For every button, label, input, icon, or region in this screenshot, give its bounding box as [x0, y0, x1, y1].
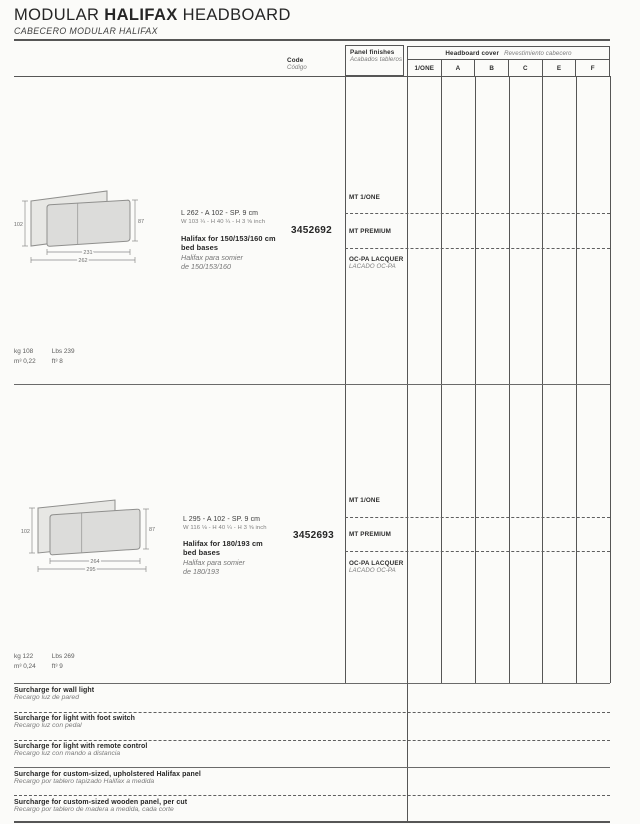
surcharge-wall-light-es: Recargo luz de pared — [14, 694, 79, 701]
bottom-divider — [14, 821, 610, 823]
product-1-name-en-2: bed bases — [181, 243, 219, 252]
product-2-name-es-2: de 180/193 — [183, 567, 219, 576]
surcharge-wooden-panel-es: Recargo por tablero de madera a medida, cada corte — [14, 806, 174, 813]
page-title-bold: HALIFAX — [104, 6, 178, 24]
surcharge-row-foot-switch — [14, 715, 135, 729]
surcharge-upholstered-panel-en: Surcharge for custom-sized, upholstered Halifax panel — [14, 771, 201, 778]
product-2-description — [183, 516, 267, 576]
grid-vline-col-a — [441, 76, 442, 683]
product-2-finish-divider-1 — [345, 517, 610, 518]
product-2-finish-mt-one: MT 1/ONE — [349, 497, 380, 504]
product-1-code: 3452692 — [291, 225, 333, 236]
cover-column-f: F — [575, 60, 609, 76]
cover-column-e: E — [542, 60, 576, 76]
product-2-finish-lacquer — [349, 560, 403, 574]
product-1-description — [181, 210, 276, 271]
section-divider-1 — [14, 384, 610, 385]
product-1-dim-height-right: 87 — [138, 219, 145, 225]
product-2-weights — [14, 653, 75, 670]
product-2-finish-mt-premium: MT PREMIUM — [349, 531, 392, 538]
product-2-dims-cm: L 295 - A 102 - SP. 9 cm — [183, 516, 261, 523]
page-title-pre: MODULAR — [14, 6, 100, 24]
product-2-weight-lbs: Lbs 269 — [51, 653, 75, 660]
product-1-weight-kg: kg 108 — [14, 348, 34, 355]
product-1-front-panel — [47, 200, 130, 246]
surcharge-section-divider — [14, 683, 610, 684]
cover-column-c: C — [508, 60, 542, 76]
product-2-finish-lacquer-es: LACADO OC-PA — [349, 567, 396, 574]
product-1-finish-lacquer-en: OC-PA LACQUER — [349, 256, 404, 263]
product-2-dim-height-left: 102 — [20, 529, 30, 535]
page-subtitle: CABECERO MODULAR HALIFAX — [14, 26, 158, 36]
code-label-en: Code — [287, 57, 304, 64]
headboard-cover-label-es: Revestimiento cabecero — [504, 49, 572, 57]
grid-vline-col-b — [475, 76, 476, 683]
product-2-dim-height-right: 87 — [149, 527, 156, 533]
product-1-finish-lacquer — [349, 256, 403, 270]
grid-vline-col-1one — [407, 76, 408, 683]
surcharge-wall-light-en: Surcharge for wall light — [14, 687, 95, 694]
product-1-finish-divider-1 — [345, 213, 610, 214]
product-1-finish-mt-one: MT 1/ONE — [349, 194, 380, 201]
cover-column-1one: 1/ONE — [414, 64, 435, 72]
product-1-dim-height-left: 102 — [13, 222, 23, 228]
product-1-finish-divider-2 — [345, 248, 610, 249]
product-2-weight-kg: kg 122 — [14, 653, 34, 660]
code-column-header — [287, 57, 307, 71]
product-2-front-panel — [50, 509, 140, 555]
grid-vline-finishes-left — [345, 76, 346, 683]
product-1-finish-lacquer-es: LACADO OC-PA — [349, 263, 396, 270]
product-2-name-en-1: Halifax for 180/193 cm — [183, 539, 263, 548]
headboard-cover-label-en: Headboard cover — [445, 49, 500, 57]
product-1-name-es-1: Halifax para somier — [181, 253, 243, 262]
cover-column-b: B — [474, 60, 508, 76]
panel-finishes-label-en: Panel finishes — [350, 49, 395, 56]
product-1-finish-mt-premium: MT PREMIUM — [349, 228, 392, 235]
product-2-diagram — [10, 490, 162, 580]
page-title-post: HEADBOARD — [182, 6, 291, 24]
surcharge-row-wall-light — [14, 687, 94, 701]
product-1-dims-cm: L 262 - A 102 - SP. 9 cm — [181, 210, 259, 217]
surcharge-wooden-panel-en: Surcharge for custom-sized wooden panel, per cut — [14, 799, 188, 806]
headboard-cover-title-row — [408, 47, 609, 60]
surcharge-upholstered-panel-es: Recargo por tablero tapizado Halifax a medida — [14, 778, 155, 785]
surcharge-row-remote-control — [14, 743, 147, 757]
grid-vline-col-c — [509, 76, 510, 683]
panel-finishes-label-es: Acabados tableros — [350, 56, 403, 63]
product-2-name-en-2: bed bases — [183, 548, 221, 557]
panel-finishes-header — [345, 45, 404, 76]
product-2-name-es-1: Halifax para somier — [183, 558, 245, 567]
product-2-dim-width-inner: 264 — [90, 559, 100, 565]
surcharge-vline — [407, 683, 408, 822]
surcharge-divider-4 — [14, 795, 610, 796]
surcharge-divider-2 — [14, 740, 610, 741]
cover-columns-row — [408, 60, 609, 76]
product-2-finish-lacquer-en: OC-PA LACQUER — [349, 560, 404, 567]
product-2-volume-ft3: ft³ 9 — [51, 663, 63, 670]
surcharge-foot-switch-es: Recargo luz con pedal — [14, 722, 82, 729]
product-1-volume-m3: m³ 0,22 — [14, 358, 36, 365]
product-1-name-es-2: de 150/153/160 — [181, 262, 231, 271]
surcharge-remote-control-es: Recargo luz con mando a distancia — [14, 750, 121, 757]
top-divider — [14, 39, 610, 41]
product-1-weight-lbs: Lbs 239 — [51, 348, 75, 355]
grid-vline-col-e — [542, 76, 543, 683]
page-title — [14, 6, 291, 25]
product-1-weights — [14, 348, 75, 365]
surcharge-divider-1 — [14, 712, 610, 713]
product-2-code: 3452693 — [293, 530, 335, 541]
grid-vline-col-f — [576, 76, 577, 683]
surcharge-remote-control-en: Surcharge for light with remote control — [14, 743, 148, 750]
cover-column-a: A — [441, 60, 475, 76]
grid-vline-right-edge — [610, 76, 611, 683]
product-2-finish-divider-2 — [345, 551, 610, 552]
surcharge-divider-3 — [14, 767, 610, 768]
product-1-dim-width-inner: 231 — [83, 250, 93, 256]
product-2-dim-width-outer: 295 — [86, 567, 96, 573]
product-1-volume-ft3: ft³ 8 — [51, 358, 63, 365]
product-2-dims-inch: W 116 ⅛ - H 40 ¼ - H 3 ⅝ inch — [183, 525, 267, 531]
product-2-volume-m3: m³ 0,24 — [14, 663, 36, 670]
product-1-diagram — [10, 188, 160, 273]
header-divider — [14, 76, 610, 77]
product-1-dim-width-outer: 262 — [78, 258, 88, 264]
headboard-cover-header — [407, 46, 610, 76]
product-1-dims-inch: W 103 ¼ - H 40 ¼ - H 3 ⅝ inch — [181, 219, 266, 225]
surcharge-row-upholstered-panel — [14, 771, 201, 785]
product-1-name-en-1: Halifax for 150/153/160 cm — [181, 234, 276, 243]
surcharge-row-wooden-panel — [14, 799, 187, 813]
code-label-es: Código — [287, 64, 307, 71]
surcharge-foot-switch-en: Surcharge for light with foot switch — [14, 715, 136, 722]
